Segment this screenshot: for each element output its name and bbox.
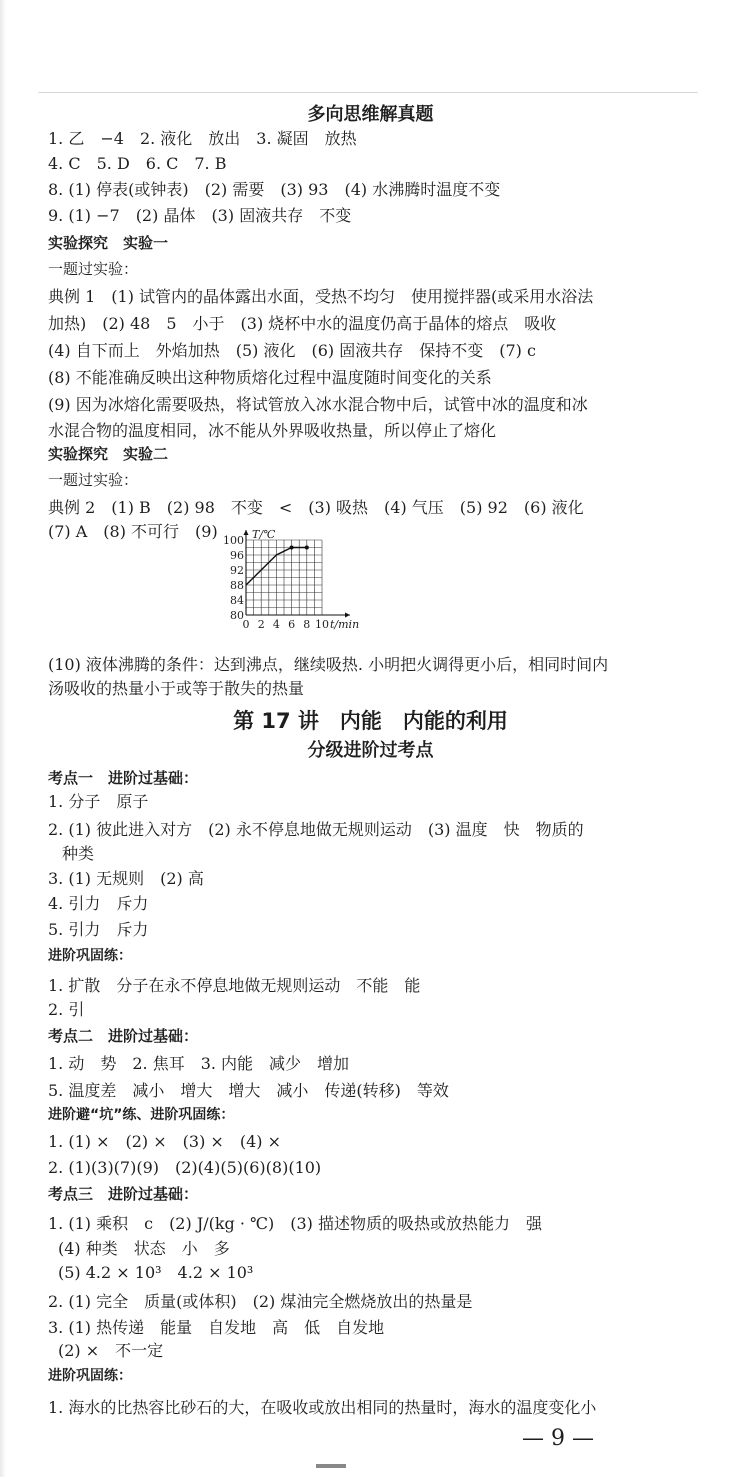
consolidation-heading: 进阶巩固练：	[48, 1368, 132, 1384]
answer-line: (8) 不能准确反映出这种物质熔化过程中温度随时间变化的关系	[48, 368, 492, 387]
answer-line: 2. (1)(3)(7)(9) (2)(4)(5)(6)(8)(10)	[48, 1158, 322, 1177]
answer-line: 1. 动 势 2. 焦耳 3. 内能 减少 增加	[48, 1054, 350, 1073]
answer-line: (4) 种类 状态 小 多	[58, 1239, 230, 1258]
experiment-intro: 一题过实验：	[48, 471, 139, 489]
x-tick-label: 6	[288, 618, 296, 631]
lecture-title: 第 17 讲 内能 内能的利用	[233, 709, 508, 733]
answer-line: 8. (1) 停表(或钟表) (2) 需要 (3) 93 (4) 水沸腾时温度不变	[48, 180, 501, 199]
data-point	[290, 546, 294, 550]
answer-line: (9) 因为冰熔化需要吸热，将试管放入冰水混合物中后，试管中冰的温度和冰	[48, 395, 588, 414]
key-point-three-heading: 考点三 进阶过基础：	[48, 1185, 199, 1203]
section-title-multi-thinking: 多向思维解真题	[307, 104, 434, 125]
answer-line: 2. (1) 完全 质量(或体积) (2) 煤油完全燃烧放出的热量是	[48, 1292, 473, 1311]
x-tick-label: 10	[315, 618, 329, 631]
answer-line: 典例 2 (1) B (2) 98 不变 < (3) 吸热 (4) 气压 (5) 92 (6) 液化	[48, 498, 584, 517]
answer-line: 2. (1) 彼此进入对方 (2) 永不停息地做无规则运动 (3) 温度 快 物质的	[48, 820, 584, 839]
y-tick-label: 100	[223, 534, 244, 547]
answer-line: 3. (1) 热传递 能量 自发地 高 低 自发地	[48, 1318, 385, 1337]
key-point-one-heading: 考点一 进阶过基础：	[48, 769, 199, 787]
y-tick-label: 88	[230, 579, 244, 592]
answer-line: 1. 乙 −4 2. 液化 放出 3. 凝固 放热	[48, 129, 357, 148]
y-tick-label: 96	[230, 549, 244, 562]
experiment-intro: 一题过实验：	[48, 260, 139, 278]
experiment-one-heading: 实验探究 实验一	[48, 234, 169, 252]
page-edge-shadow	[0, 0, 6, 1477]
pitfall-consolidation-heading: 进阶避“坑”练、进阶巩固练：	[48, 1107, 235, 1123]
answer-line: 1. 扩散 分子在永不停息地做无规则运动 不能 能	[48, 976, 421, 995]
x-tick-label: 8	[303, 618, 311, 631]
answer-line: 加热) (2) 48 5 小于 (3) 烧杯中水的温度仍高于晶体的熔点 吸收	[48, 314, 557, 333]
data-point	[305, 546, 309, 550]
x-axis-label: t/min	[330, 618, 360, 631]
answer-line: (7) A (8) 不可行 (9)	[48, 522, 218, 541]
x-tick-label: 2	[257, 618, 265, 631]
answer-line: 9. (1) −7 (2) 晶体 (3) 固液共存 不变	[48, 206, 352, 225]
answer-line: 种类	[62, 844, 95, 863]
y-tick-label: 92	[230, 564, 244, 577]
answer-line: 水混合物的温度相同，冰不能从外界吸收热量，所以停止了熔化	[48, 421, 497, 440]
answer-line: (5) 4.2 × 10³ 4.2 × 10³	[58, 1263, 254, 1282]
answer-line: 4. C 5. D 6. C 7. B	[48, 154, 227, 173]
answer-line: 1. 分子 原子	[48, 792, 149, 811]
y-axis-arrow	[244, 530, 249, 535]
answer-line: (2) × 不一定	[58, 1341, 164, 1360]
y-tick-label: 80	[230, 609, 244, 622]
answer-line: 1. (1) × (2) × (3) × (4) ×	[48, 1132, 281, 1151]
x-tick-label: 4	[272, 618, 280, 631]
y-tick-label: 84	[230, 594, 244, 607]
answer-line: 1. 海水的比热容比砂石的大，在吸收或放出相同的热量时，海水的温度变化小	[48, 1398, 597, 1417]
answer-line: 1. (1) 乘积 c (2) J/(kg · ℃) (3) 描述物质的吸热或放热能力 强	[48, 1214, 542, 1233]
answer-line: 4. 引力 斥力	[48, 894, 149, 913]
answer-line: (4) 自下而上 外焰加热 (5) 液化 (6) 固液共存 保持不变 (7) c	[48, 341, 536, 360]
x-tick-label: 0	[242, 618, 250, 631]
answer-line: 5. 温度差 减小 增大 增大 减小 传递(转移) 等效	[48, 1081, 449, 1100]
graded-section-title: 分级进阶过考点	[307, 740, 434, 761]
temperature-time-chart	[223, 524, 366, 636]
key-point-two-heading: 考点二 进阶过基础：	[48, 1027, 199, 1045]
experiment-two-heading: 实验探究 实验二	[48, 445, 169, 463]
answer-line: 2. 引	[48, 1000, 85, 1019]
top-divider	[38, 92, 698, 93]
x-axis-arrow	[345, 613, 350, 618]
y-axis-label: T/℃	[252, 528, 276, 541]
answer-line: 3. (1) 无规则 (2) 高	[48, 869, 204, 888]
page-number: — 9 —	[522, 1426, 594, 1451]
answer-line: (10) 液体沸腾的条件：达到沸点，继续吸热. 小明把火调得更小后，相同时间内	[48, 655, 609, 674]
answer-line: 5. 引力 斥力	[48, 920, 149, 939]
answer-line: 典例 1 (1) 试管内的晶体露出水面，受热不均匀 使用搅拌器(或采用水浴法	[48, 287, 594, 306]
answer-line: 汤吸收的热量小于或等于散失的热量	[48, 679, 305, 698]
consolidation-heading: 进阶巩固练：	[48, 948, 132, 964]
bottom-mark	[316, 1464, 346, 1468]
